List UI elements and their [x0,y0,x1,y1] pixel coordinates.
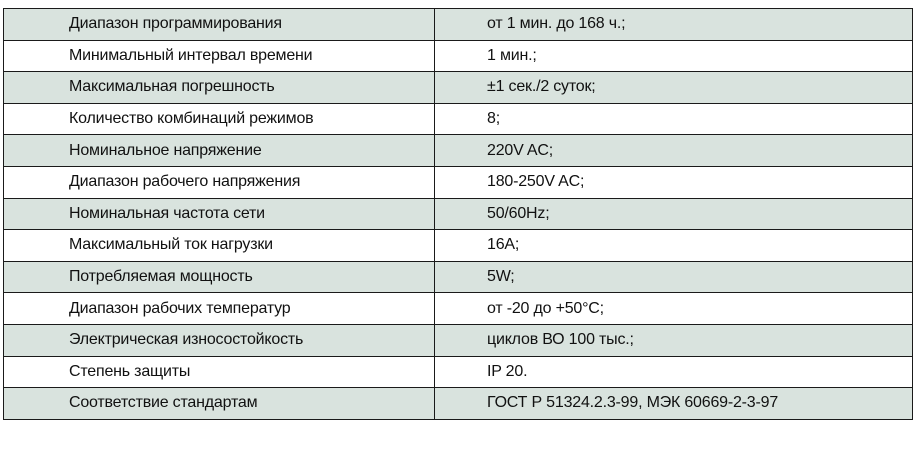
parameter-name: Номинальная частота сети [4,198,435,230]
parameter-name: Потребляемая мощность [4,261,435,293]
parameter-value: IP 20. [435,356,913,388]
parameter-name: Электрическая износостойкость [4,324,435,356]
parameter-name: Диапазон рабочего напряжения [4,166,435,198]
parameter-value: 16A; [435,230,913,262]
table-row [4,103,913,135]
table-row [4,135,913,167]
table-row [4,198,913,230]
parameter-value: 1 мин.; [435,40,913,72]
specifications-table [3,8,913,420]
parameter-value: 8; [435,103,913,135]
table-row [4,261,913,293]
table-row [4,324,913,356]
parameter-name: Минимальный интервал времени [4,40,435,72]
table-row [4,166,913,198]
parameter-name: Соответствие стандартам [4,388,435,420]
parameter-name: Количество комбинаций режимов [4,103,435,135]
parameter-name: Диапазон рабочих температур [4,293,435,325]
specifications-table-body [4,9,913,420]
parameter-value: 220V AC; [435,135,913,167]
table-row [4,72,913,104]
parameter-value: 5W; [435,261,913,293]
parameter-value: 180-250V AC; [435,166,913,198]
table-row [4,230,913,262]
table-row [4,40,913,72]
parameter-value: 50/60Hz; [435,198,913,230]
parameter-value: от 1 мин. до 168 ч.; [435,9,913,41]
table-row [4,9,913,41]
table-row [4,388,913,420]
parameter-value: от -20 до +50°С; [435,293,913,325]
parameter-name: Максимальный ток нагрузки [4,230,435,262]
parameter-name: Номинальное напряжение [4,135,435,167]
parameter-value: ±1 сек./2 суток; [435,72,913,104]
table-row [4,293,913,325]
parameter-name: Степень защиты [4,356,435,388]
parameter-value: ГОСТ Р 51324.2.3-99, МЭК 60669-2-3-97 [435,388,913,420]
table-row [4,356,913,388]
parameter-value: циклов ВО 100 тыс.; [435,324,913,356]
parameter-name: Диапазон программирования [4,9,435,41]
parameter-name: Максимальная погрешность [4,72,435,104]
